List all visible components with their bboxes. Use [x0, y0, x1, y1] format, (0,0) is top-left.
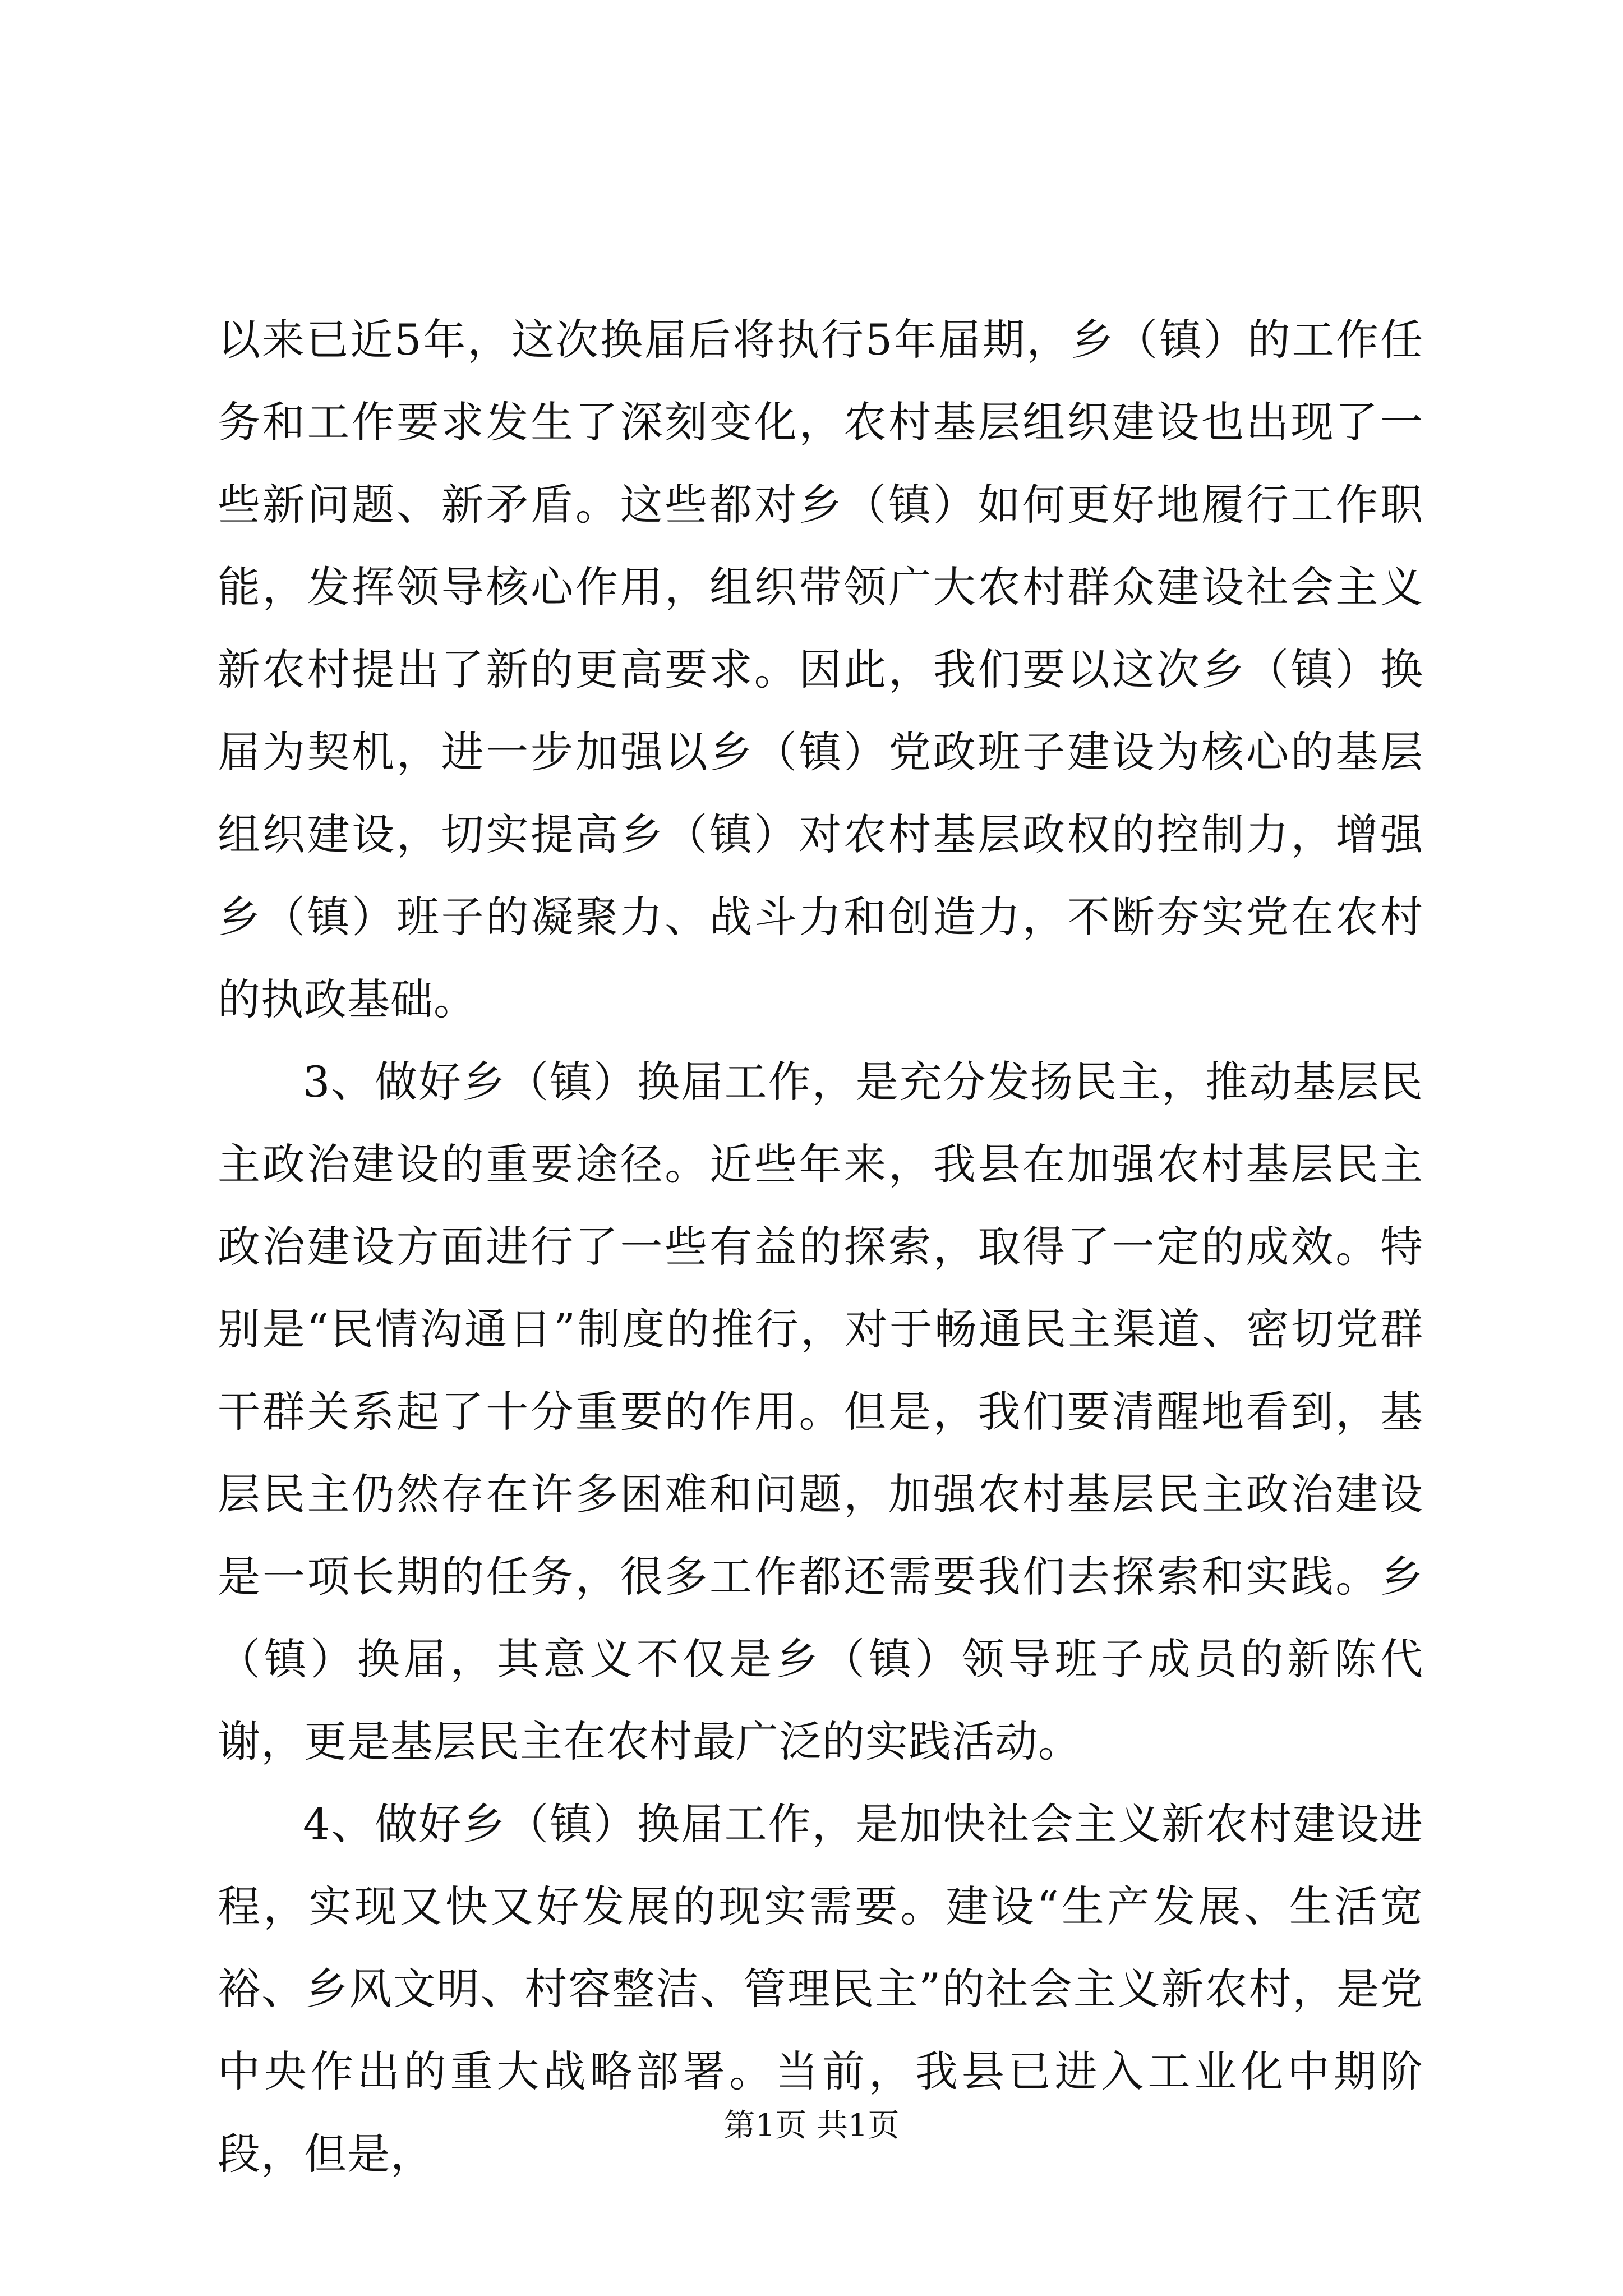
- document-body: [218, 298, 1423, 2195]
- paragraph-item-3: 3、做好乡（镇）换届工作，是充分发扬民主，推动基层民主政治建设的重要途径。近些年来，我县在加强农村基层民主政治建设方面进行了一些有益的探索，取得了一定的成效。特别是“民情沟通日”制度的推行，对于畅通民主渠道、密切党群干群关系起了十分重要的作用。但是，我们要清醒地看到，基层民主仍然存在许多困难和问题，加强农村基层民主政治建设是一项长期的任务，很多工作都还需要我们去探索和实践。乡（镇）换届，其意义不仅是乡（镇）领导班子成员的新陈代谢，更是基层民主在农村最广泛的实践活动。: [218, 1057, 1423, 1766]
- paragraph-continuation: 以来已近5年，这次换届后将执行5年届期，乡（镇）的工作任务和工作要求发生了深刻变化，农村基层组织建设也出现了一些新问题、新矛盾。这些都对乡（镇）如何更好地履行工作职能，发挥领导核心作用，组织带领广大农村群众建设社会主义新农村提出了新的更高要求。因此，我们要以这次乡（镇）换届为契机，进一步加强以乡（镇）党政班子建设为核心的基层组织建设，切实提高乡（镇）对农村基层政权的控制力，增强乡（镇）班子的凝聚力、战斗力和创造力，不断夯实党在农村的执政基础。: [218, 315, 1423, 1024]
- paragraph-item-4: 4、做好乡（镇）换届工作，是加快社会主义新农村建设进程，实现又快又好发展的现实需要。建设“生产发展、生活宽裕、乡风文明、村容整洁、管理民主”的社会主义新农村，是党中央作出的重大战略部署。当前，我县已进入工业化中期阶段，但是，: [218, 1799, 1423, 2179]
- page-footer: 第1页 共1页: [723, 2108, 900, 2144]
